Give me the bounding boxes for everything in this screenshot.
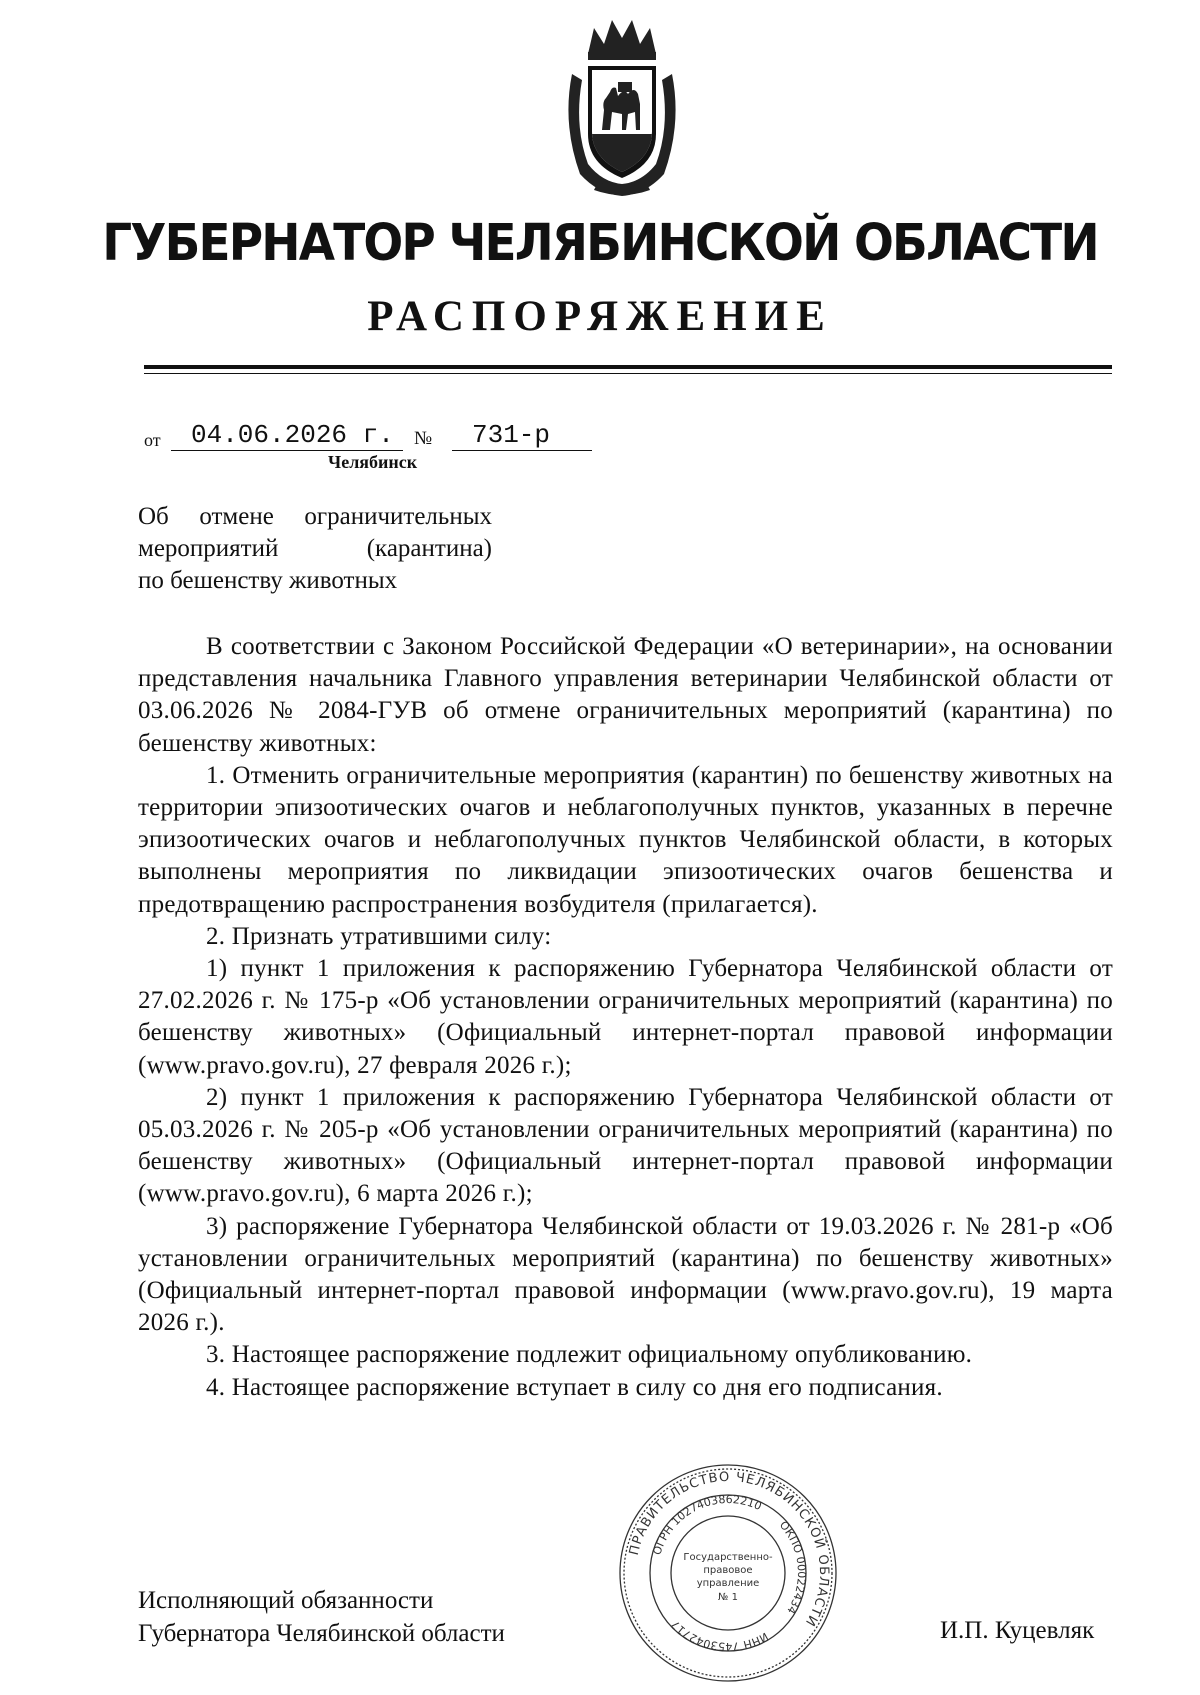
document-subject <box>138 501 492 597</box>
seal-outer-text: ПРАВИТЕЛЬСТВО ЧЕЛЯБИНСКОЙ ОБЛАСТИ <box>626 1469 832 1630</box>
clause-2-item-3: 3) распоряжение Губернатора Челябинской области от 19.03.2026 г. № 281-р «Об установлении ограничительных мероприятий (карантина) по бешенству животных» (Официальный интернет-портал правовой информации (www.pravo.gov.ru), 19 марта 2026 г.). <box>138 1212 1113 1337</box>
seal-ogrn: ОГРН 1027403862210 <box>650 1492 764 1557</box>
seal-center-line: управление <box>696 1578 760 1589</box>
svg-text:ОКПО 00022434 <box>777 1519 808 1617</box>
date-number-line <box>144 420 664 454</box>
subject-line: мероприятий (карантина) <box>138 535 492 562</box>
city-label: Челябинск <box>328 452 418 472</box>
signatory-position <box>138 1584 505 1650</box>
seal-center-line: Государственно- <box>683 1552 773 1563</box>
signatory-name: И.П. Куцевляк <box>940 1617 1095 1644</box>
number-field <box>452 420 592 451</box>
signatory-position-line: Губернатора Челябинской области <box>138 1620 505 1647</box>
header-divider-thick <box>144 365 1112 369</box>
header-divider-thin <box>144 373 1112 374</box>
seal-inn: ИНН 7453042717 <box>668 1617 771 1654</box>
signatory-position-line: Исполняющий обязанности <box>138 1587 434 1614</box>
preamble-paragraph: В соответствии с Законом Российской Федерации «О ветеринарии», на основании представления начальника Главного управления ветеринарии Челябинской области от 03.06.2026 № 2084-ГУВ об отмене ограничительных мероприятий (карантина) по бешенству животных: <box>138 633 1113 757</box>
date-prefix: от <box>144 430 161 450</box>
clause-4: 4. Настоящее распоряжение вступает в силу со дня его подписания. <box>206 1373 943 1401</box>
clause-2: 2. Признать утратившими силу: <box>206 922 552 950</box>
subject-line: по бешенству животных <box>138 567 398 594</box>
clause-2-item-1: 1) пункт 1 приложения к распоряжению Губернатора Челябинской области от 27.02.2026 г. № 175-р «Об установлении ограничительных мероприятий (карантина) по бешенству животных» (Официальный интернет-портал правовой информации (www.pravo.gov.ru), 27 февраля 2026 г.); <box>138 955 1113 1079</box>
seal-center-line: № 1 <box>718 1592 738 1603</box>
subject-line: Об отмене ограничительных <box>138 503 492 530</box>
number-prefix: № <box>414 428 433 449</box>
official-seal-stamp <box>615 1460 841 1686</box>
document-body <box>138 631 1113 1404</box>
issuer-title: ГУБЕРНАТОР ЧЕЛЯБИНСКОЙ ОБЛАСТИ <box>102 214 1098 273</box>
document-type: РАСПОРЯЖЕНИЕ <box>367 293 833 340</box>
seal-okpo: ОКПО 00022434 <box>776 1518 809 1617</box>
coat-of-arms-emblem <box>558 14 686 200</box>
number-value: 731-р <box>472 420 551 450</box>
clause-2-item-2: 2) пункт 1 приложения к распоряжению Губернатора Челябинской области от 05.03.2026 г. № 205-р «Об установлении ограничительных мероприятий (карантина) по бешенству животных» (Официальный интернет-портал правовой информации (www.pravo.gov.ru), 6 марта 2026 г.); <box>138 1083 1113 1208</box>
seal-icon <box>615 1460 841 1686</box>
coat-of-arms-icon <box>558 14 686 200</box>
clause-3: 3. Настоящее распоряжение подлежит официальному опубликованию. <box>206 1341 973 1369</box>
seal-center-line: правовое <box>703 1565 753 1576</box>
date-value: 04.06.2026 г. <box>191 420 394 450</box>
date-field <box>171 420 403 451</box>
clause-1: 1. Отменить ограничительные мероприятия (карантин) по бешенству животных на территории эпизоотических очагов и неблагополучных пунктов, указанных в перечне эпизоотических очагов и неблагополучных пунктов Челябинской области, в которых выполнены мероприятия по ликвидации эпизоотических очагов бешенства и предотвращению распространения возбудителя (прилагается). <box>138 761 1113 918</box>
